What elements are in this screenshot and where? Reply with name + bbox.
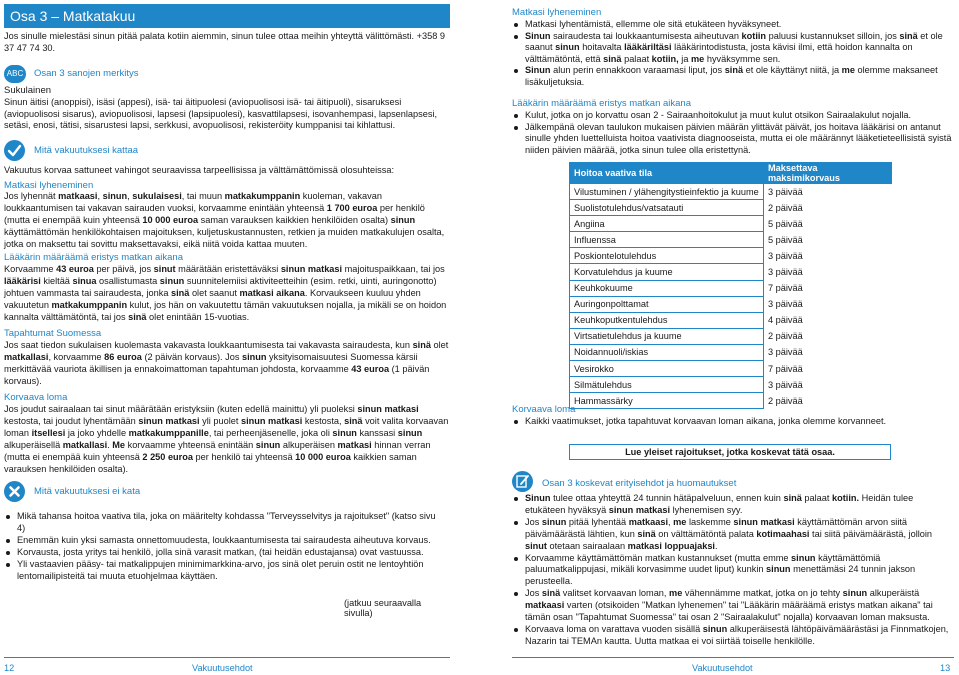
table-row xyxy=(570,296,892,312)
table-row xyxy=(570,232,892,248)
footer-divider xyxy=(512,657,954,658)
condition-cell: Poskiontelotulehdus xyxy=(570,248,764,264)
condition-cell: Silmätulehdus xyxy=(570,377,764,393)
list-item: Jälkempänä olevan taulukon mukaisen päivien määrän ylittävät päivät, jos hoitava lääkärisi on antanut sinulle yhden luettelluista hoitoa vaativista diagnooseista, mutta ei ole määrännyt lääketieteellisistä syistä niiden päivien määrää, jotka sinun tulee olla eristettynä. xyxy=(512,122,954,157)
checkmark-icon xyxy=(4,140,25,161)
condition-cell: Keuhkoputkentulehdus xyxy=(570,312,764,328)
condition-cell: Virtsatietulehdus ja kuume xyxy=(570,328,764,344)
table-row xyxy=(570,344,892,360)
replacement-holiday-text: Jos joudut sairaalaan tai sinut määrätään eristyksiin (kuten edellä mainittu) yli puoleksi sinun matkasi kestosta, tai joudut lyhentämään sinun matkasi yli puolet sinun matkasi kestosta, sinä voit valita korvaavan loman itsellesi ja joko yhdelle matkakumppanille, tai perheenjäsenelle, joka oli sinun kanssasi sinun alkuperäisellä matkallasi. Me korvaamme yhteensä enintään sinun alkuperäisen matkasi hinnan verran (mutta ei enempää kuin yhteensä 2 250 euroa per henkilö tai yhteensä 10 000 euroa kaikkien saman varauksen henkilöiden osalta). xyxy=(4,404,449,474)
events-finland-heading: Tapahtumat Suomessa xyxy=(4,328,102,339)
isolation-heading: Lääkärin määräämä eristys matkan aikana xyxy=(4,252,184,263)
list-item: Mikä tahansa hoitoa vaativa tila, joka on määritelty kohdassa "Terveysselvitys ja rajoitukset" (katso sivu 4) xyxy=(4,511,444,535)
page-number: 13 xyxy=(940,663,951,673)
condition-cell: Suolistotulehdus/vatsatauti xyxy=(570,200,764,216)
covers-heading: Mitä vakuutuksesi kattaa xyxy=(34,145,139,156)
special-conditions-heading: Osan 3 koskevat erityisehdot ja huomautukset xyxy=(542,478,737,489)
table-row xyxy=(570,200,892,216)
intro-text: Jos sinulle mielestäsi sinun pitää palata kotiin aiemmin, sinun tulee ottaa meihin yhteyttä välittömästi. +358 9 37 47 74 30. xyxy=(4,31,445,53)
condition-cell: Noidannuoli/iskias xyxy=(570,344,764,360)
table-row xyxy=(570,393,892,409)
table-row xyxy=(570,264,892,280)
condition-cell: Korvatulehdus ja kuume xyxy=(570,264,764,280)
max-days-cell: 3 päivää xyxy=(768,299,803,310)
page-number: 12 xyxy=(4,663,15,673)
events-finland-text: Jos saat tiedon sukulaisen kuolemasta vakavasta loukkaantumisesta tai vakavasta sairaudesta, kun sinä olet matkallasi, korvaamme 86 euroa (2 päivän korvaus). Jos sinun yksityisomaisuutesi Suomessa kärsii merkittävää vauriota äkillisen ja ennakoimattoman tapahtuman johdosta, korvaamme 43 euroa (1 päivän korvaus). xyxy=(4,340,449,386)
table-row xyxy=(570,216,892,232)
max-days-cell: 3 päivää xyxy=(768,267,803,278)
continues-note: (jatkuu seuraavalla sivulla) xyxy=(344,598,422,618)
max-days-cell: 7 päivää xyxy=(768,363,803,374)
max-days-cell: 3 päivää xyxy=(768,186,803,197)
list-item: Korvaamme käyttämättömän matkan kustannukset (mutta emme sinun käyttämättömiä paluumatkalippujasi, mikäli korvasimme uudet liput) kunkin sinun menettämäsi 24 tunnin jakson perusteella. xyxy=(512,553,954,589)
list-item: Matkasi lyhentämistä, ellemme ole sitä etukäteen hyväksyneet. xyxy=(512,19,954,31)
footer-brand: Vakuutusehdot xyxy=(692,663,753,673)
list-item: Enemmän kuin yksi samasta onnettomuudesta, loukkaantumisesta tai sairaudesta aiheutuva korvaus. xyxy=(4,535,444,547)
isolation-text: Korvaamme 43 euroa per päivä, jos sinut määrätään eristettäväksi sinun matkasi majoituspaikkaan, tai jos lääkärisi kieltää sinua osallistumasta sinun suunnitelemiisi aktiviteetteihin (esim. retki, uinti, auringonotto) johtuen vammasta tai sairaudesta, jonka sinä olet saanut matkasi aikana. Korvaukseen kuuluu yhden vakuutetun matkakumppanin kulut, jos hän on vakuutettu tämän vakuutuksen nojalla, ja mikäli se on hoidon kannalta välttämätöntä, tai jos sinä olet enintään 15-vuotias. xyxy=(4,264,447,322)
list-item: Kaikki vaatimukset, jotka tapahtuvat korvaavan loman aikana, jonka olemme korvanneet. xyxy=(512,416,954,428)
treatment-table xyxy=(569,162,892,409)
section-header xyxy=(4,4,450,28)
replacement-holiday-heading: Korvaava loma xyxy=(4,392,68,403)
left-page xyxy=(4,0,450,675)
abc-icon: ABC xyxy=(4,65,26,83)
not-covered-heading: Mitä vakuutuksesi ei kata xyxy=(34,486,141,497)
trip-shortening-exclusions-heading: Matkasi lyheneminen xyxy=(512,7,602,18)
table-row xyxy=(570,328,892,344)
condition-cell: Hammassärky xyxy=(570,393,764,409)
column-header: Hoitoa vaativa tila xyxy=(570,163,764,184)
table-row xyxy=(570,248,892,264)
condition-cell: Vilustuminen / ylähengitystieinfektio ja kuume xyxy=(570,184,764,200)
list-item: Sinun sairaudesta tai loukkaantumisesta aiheutuvan kotiin paluusi kustannukset silloin, jos sinä et ole saanut sinun hoitavalta lääkäriltäsi lääkärintodistusta, josta kävisi ilmi, että hoidon kannalta on välttämätöntä, että sinä palaat kotiin, ja me hyväksymme sen. xyxy=(512,31,954,66)
list-item: Sinun alun perin ennakkoon varaamasi liput, jos sinä et ole käyttänyt niitä, ja me olemme maksaneet lisäkuljetuksia. xyxy=(512,65,954,88)
condition-cell: Keuhkokuume xyxy=(570,280,764,296)
column-header: Maksettava maksimikorvaus xyxy=(764,163,892,184)
max-days-cell: 2 päivää xyxy=(768,395,803,406)
trip-shortening-heading: Matkasi lyheneminen xyxy=(4,180,94,191)
section-title: Osa 3 – Matkatakuu xyxy=(10,8,136,24)
condition-cell: Influenssa xyxy=(570,232,764,248)
table-row xyxy=(570,377,892,393)
term-definition: Sinun äitisi (anoppisi), isäsi (appesi), isä- tai äitipuolesi (aviopuolisosi isä- tai äitipuoli), sisaruksesi (aviopuolisosi sisarus), aviopuolisosi, lapsesi (lapsipuolesi), kasvattilapsesi, isovanhempasi, lapsenlapsesi, setäsi, enosi, tätisi, sisarustesi lapsi, serkkusi, avopuolisosi, rekisteröity kumppanisi tai kihlattusi. xyxy=(4,97,438,130)
max-days-cell: 3 päivää xyxy=(768,250,803,261)
definitions-heading: Osan 3 sanojen merkitys xyxy=(34,68,139,79)
replacement-exclusions-heading: Korvaava loma xyxy=(512,404,576,415)
max-days-cell: 5 päivää xyxy=(768,234,803,245)
trip-shortening-text: Jos lyhennät matkaasi, sinun, sukulaisesi, tai muun matkakumppanin kuoleman, vakavan loukkaantumisen tai vakavan sairauden vuoksi, korvaamme enintään yhteensä 1 700 euroa per henkilö (mutta ei enempää kuin yhteensä 10 000 euroa saman varauksen kaikkien henkilöiden osalta) sinun käyttämättömän henkilökohtaisen majoituksen, kuljetuskustannusten, retkien ja muiden matkakulujen osalta, jotka on maksettu tai sovittu maksettavaksi, eikä niitä voida kattaa muuten. xyxy=(4,191,445,249)
table-row xyxy=(570,184,892,200)
not-covered-list xyxy=(4,511,444,582)
cross-icon xyxy=(4,481,25,502)
special-conditions-list xyxy=(512,493,954,648)
trip-shortening-exclusions xyxy=(512,19,954,88)
document-pen-icon xyxy=(512,471,533,492)
condition-cell: Auringonpolttamat xyxy=(570,296,764,312)
isolation-exclusions xyxy=(512,110,954,156)
covers-intro: Vakuutus korvaa sattuneet vahingot seuraavissa tarpeellisissa ja välttämättömissä olosuhteissa: xyxy=(4,165,394,175)
footer-brand: Vakuutusehdot xyxy=(192,663,253,673)
list-item: Kulut, jotka on jo korvattu osan 2 - Sairaanhoitokulut ja muut kulut otsikon Sairaalakulut nojalla. xyxy=(512,110,954,122)
condition-cell: Angiina xyxy=(570,216,764,232)
replacement-exclusions xyxy=(512,416,954,428)
condition-cell: Vesirokko xyxy=(570,361,764,377)
list-item: Jos sinun pitää lyhentää matkaasi, me laskemme sinun matkasi käyttämättömän arvon siitä päivämäärästä lähtien, kun sinä on välttämätöntä palata kotimaahasi tai siitä päivämäärästä, jolloin sinut otetaan sairaalaan matkasi loppuajaksi. xyxy=(512,517,954,553)
list-item: Yli vastaavien pääsy- tai matkalippujen minimimarkkina-arvo, jos sinä olet peruin ostit ne lentoyhtiön lentomailipisteitä tai muuta etuohjelmaa käyttäen. xyxy=(4,559,444,583)
max-days-cell: 2 päivää xyxy=(768,331,803,342)
list-item: Korvaava loma on varattava vuoden sisällä sinun alkuperäisestä lähtöpäivämäärästäsi ja Finnmatkojen, Nazarin tai TEMAn kautta. Uutta matkaa ei voi siirtää toiselle henkilölle. xyxy=(512,624,954,648)
max-days-cell: 7 päivää xyxy=(768,283,803,294)
max-days-cell: 3 päivää xyxy=(768,379,803,390)
table-row xyxy=(570,312,892,328)
max-days-cell: 5 päivää xyxy=(768,218,803,229)
list-item: Korvausta, josta yritys tai henkilö, jolla sinä varasit matkan, (tai heidän edustajansa) ovat vastuussa. xyxy=(4,547,444,559)
term-heading: Sukulainen xyxy=(4,85,52,96)
list-item: Sinun tulee ottaa yhteyttä 24 tunnin hätäpalveluun, ennen kuin sinä palaat kotiin. Heidän tulee etukäteen hyväksyä sinun matkasi lyhenemisen syy. xyxy=(512,493,954,517)
list-item: Jos sinä valitset korvaavan loman, me vähennämme matkat, jotka on jo tehty sinun alkuperäistä matkaasi varten (otsikoiden "Matkan lyhenemen" tai "Lääkärin määräämä eristys matkan aikana" tai tämän osan "Tapahtumat Suomessa" tai osan 2 "Sairaalakulut" nojalla) korvaavan loman maksusta. xyxy=(512,588,954,624)
table-row xyxy=(570,361,892,377)
table-row xyxy=(570,280,892,296)
right-page xyxy=(512,0,954,675)
footer-divider xyxy=(4,657,450,658)
general-limitations-notice: Lue yleiset rajoitukset, jotka koskevat tätä osaa. xyxy=(569,444,891,460)
max-days-cell: 2 päivää xyxy=(768,202,803,213)
max-days-cell: 3 päivää xyxy=(768,347,803,358)
isolation-exclusions-heading: Lääkärin määräämä eristys matkan aikana xyxy=(512,98,692,109)
max-days-cell: 4 päivää xyxy=(768,315,803,326)
